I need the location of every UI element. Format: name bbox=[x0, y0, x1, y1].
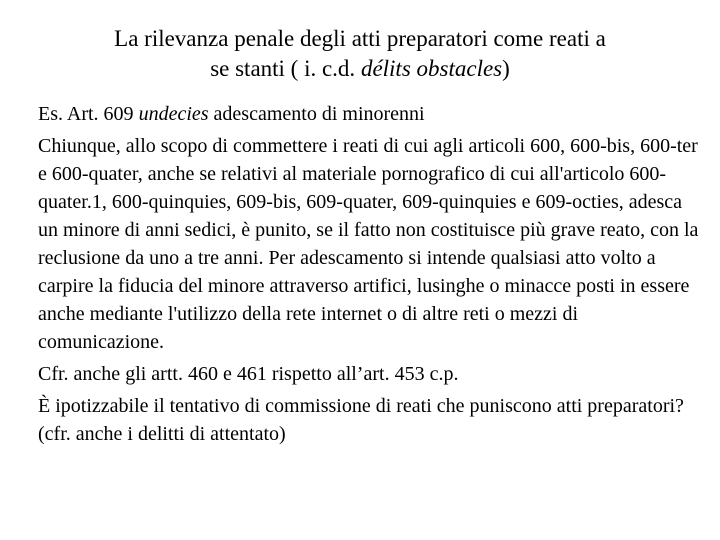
example-prefix: Es. Art. 609 bbox=[38, 103, 139, 125]
title-line-2-suffix: ) bbox=[502, 56, 510, 81]
title-line-1: La rilevanza penale degli atti preparatori come reati a bbox=[114, 26, 606, 51]
example-heading bbox=[38, 100, 703, 128]
article-text: Chiunque, allo scopo di commettere i reati di cui agli articoli 600, 600-bis, 600-ter e 600-quater, anche se relativi al materiale pornografico di cui all'articolo 600-quater.1, 600-quinquies, 609-bis, 609-quater, 609-quinquies e 609-octies, adesca un minore di anni sedici, è punito, se il fatto non costituisce più grave reato, con la reclusione da uno a tre anni. Per adescamento si intende qualsiasi atto volto a carpire la fiducia del minore attraverso artifici, lusinghe o minacce posti in essere anche mediante l'utilizzo della rete internet o di altre reti o mezzi di comunicazione. bbox=[38, 135, 699, 353]
example-italic: undecies bbox=[138, 103, 209, 125]
slide-title bbox=[40, 24, 680, 84]
title-line-2-italic: délits obstacles bbox=[360, 56, 503, 81]
question-text: È ipotizzabile il tentativo di commissione di reati che puniscono atti preparatori? (cfr. anche i delitti di attentato) bbox=[38, 395, 684, 445]
reference-text: Cfr. anche gli artt. 460 e 461 rispetto all’art. 453 c.p. bbox=[38, 363, 459, 385]
example-suffix: adescamento di minorenni bbox=[208, 103, 425, 125]
slide-body bbox=[38, 100, 703, 452]
title-line-2-prefix: se stanti ( i. c.d. bbox=[210, 56, 361, 81]
